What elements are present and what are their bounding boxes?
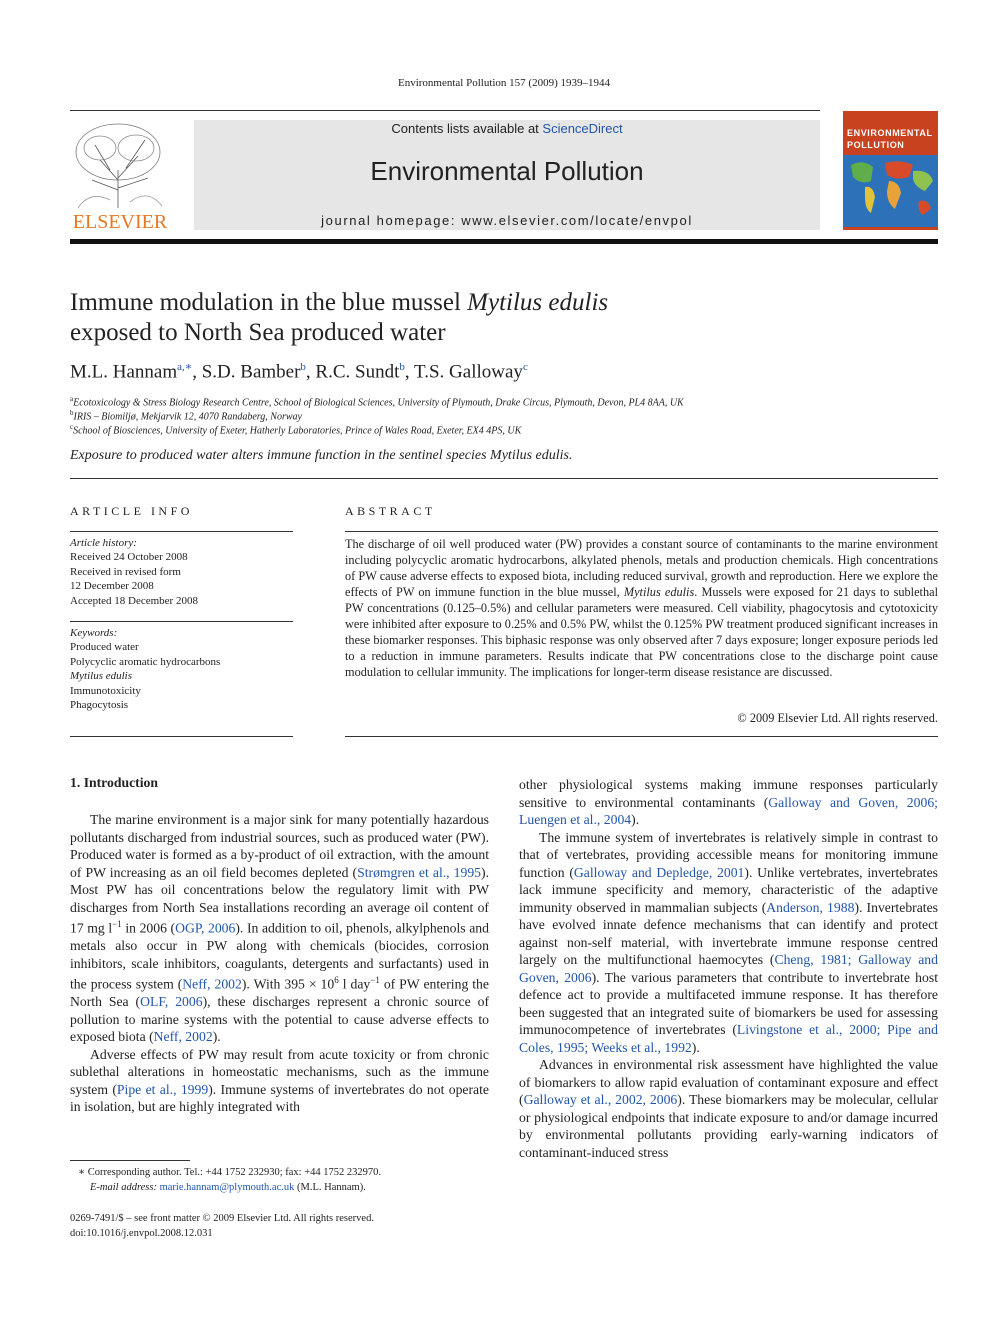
abstract-rule bbox=[345, 531, 938, 532]
affiliation bbox=[70, 395, 930, 408]
cover-title-line1: ENVIRONMENTAL bbox=[847, 128, 933, 138]
history-item: 12 December 2008 bbox=[70, 580, 154, 593]
author-name[interactable]: R.C. Sundt bbox=[315, 361, 400, 383]
article-info-rule bbox=[70, 531, 293, 532]
article-highlight: Exposure to produced water alters immune function in the sentinel species Mytilus edulis. bbox=[70, 448, 573, 463]
sciencedirect-link[interactable]: ScienceDirect bbox=[542, 121, 623, 136]
history-item: Received in revised form bbox=[70, 565, 181, 578]
keyword: Polycyclic aromatic hydrocarbons bbox=[70, 655, 221, 668]
citation-link[interactable]: Strømgren et al., 1995 bbox=[357, 864, 482, 880]
body-paragraph: Adverse effects of PW may result from acute toxicity or from chronic sublethal alterations in homeostatic mechanisms, such as the immune system (Pipe et al., 1999). Immune systems of invertebrates do not operate in isolation, but are highly integrated with bbox=[70, 1046, 489, 1115]
superscript: −1 bbox=[112, 919, 122, 929]
article-title bbox=[70, 288, 830, 348]
citation-link[interactable]: OGP, 2006 bbox=[175, 920, 236, 936]
doi-line[interactable]: doi:10.1016/j.envpol.2008.12.031 bbox=[70, 1228, 213, 1239]
article-history bbox=[70, 536, 293, 608]
header-top-rule bbox=[70, 110, 820, 111]
citation-link[interactable]: Livingstone et al., 2000; Pipe and Coles, 1995; Weeks et al., 1992 bbox=[519, 1022, 938, 1055]
keywords bbox=[70, 626, 293, 712]
journal-cover bbox=[843, 111, 938, 230]
abstract-bottom-rule bbox=[345, 736, 938, 737]
author-affiliation-marker[interactable]: a,∗ bbox=[177, 361, 193, 373]
affiliation-text: Ecotoxicology & Stress Biology Research Centre, School of Biological Sciences, University of Plymouth, Drake Circus, Plymouth, Devon, PL4 8AA, UK bbox=[73, 397, 684, 409]
world-map-icon bbox=[843, 151, 938, 230]
journal-citation: Environmental Pollution 157 (2009) 1939–1944 bbox=[397, 77, 611, 89]
citation-link[interactable]: Anderson, 1988 bbox=[766, 899, 855, 915]
author-name[interactable]: S.D. Bamber bbox=[201, 361, 301, 383]
keyword: Mytilus edulis bbox=[70, 670, 133, 683]
email-label: E-mail address: bbox=[90, 1182, 160, 1193]
cover-title bbox=[847, 127, 937, 151]
introduction-heading: 1. Introduction bbox=[70, 775, 158, 790]
body-paragraph: other physiological systems making immune responses particularly sensitive to environmental contaminants (Galloway and Goven, 2006; Luengen et al., 2004). bbox=[519, 777, 938, 827]
cover-title-line2: POLLUTION bbox=[847, 140, 905, 150]
author-separator: , bbox=[192, 361, 202, 383]
author-list bbox=[70, 360, 830, 383]
citation-link[interactable]: Neff, 2002 bbox=[182, 976, 242, 992]
keywords-label: Keywords: bbox=[70, 627, 118, 639]
article-info-bottom-rule bbox=[70, 736, 293, 737]
abstract-heading: ABSTRACT bbox=[345, 504, 436, 518]
keywords-rule bbox=[70, 621, 293, 622]
body-paragraph: The immune system of invertebrates is relatively simple in contrast to that of vertebrates, providing accessible means for monitoring immune function (Galloway and Depledge, 2001). Unlike vertebrates, invertebrates lack immune specificity and memory, characteristic of the adaptive immunity observed in mammalian subjects (Anderson, 1988). Invertebrates have evolved innate defence mechanisms that can identify and protect against non-self material, with invertebrate immune response centred largely on the multifunctional haemocytes (Cheng, 1981; Galloway and Goven, 2006). The various parameters that contribute to invertebrate host defence act to provide a multifaceted immune response. It has therefore been suggested that an integrated suite of biomarkers be used for assessing immunocompetence of invertebrates (Livingstone et al., 2000; Pipe and Coles, 1995; Weeks et al., 1992). bbox=[519, 829, 939, 1055]
affiliation bbox=[70, 423, 930, 436]
citation-link[interactable]: Galloway and Depledge, 2001 bbox=[573, 864, 745, 880]
contents-prefix: Contents lists available at bbox=[391, 121, 543, 136]
footnote-rule bbox=[70, 1160, 190, 1161]
citation-link[interactable]: Galloway and Goven, 2006; Luengen et al., 2004 bbox=[519, 794, 938, 827]
author-separator: , bbox=[305, 361, 316, 383]
body-left-column bbox=[70, 811, 489, 1116]
title-species: Mytilus edulis bbox=[467, 289, 609, 316]
abstract-text bbox=[345, 537, 938, 681]
email-link[interactable]: marie.hannam@plymouth.ac.uk bbox=[159, 1182, 295, 1193]
citation-link[interactable]: Pipe et al., 1999 bbox=[116, 1081, 209, 1097]
history-label: Article history: bbox=[70, 537, 137, 549]
abstract-part: The discharge of oil well produced water (PW) provides a constant source of contaminants to the marine environment including polycyclic aromatic hydrocarbons, alkylated phenols, metals and production chemicals. High concentrations of PW cause adverse effects to exposed biota, including reduced survival, growth and reproduction. Here we explore the effects of PW on immune function in the blue mussel, bbox=[345, 537, 938, 599]
affiliation-marker: b bbox=[70, 409, 74, 417]
header-bottom-rule bbox=[70, 239, 938, 244]
journal-homepage[interactable]: journal homepage: www.elsevier.com/locate/envpol bbox=[321, 213, 693, 228]
superscript: −1 bbox=[370, 975, 380, 986]
author-separator: , bbox=[404, 361, 415, 383]
keyword: Immunotoxicity bbox=[70, 684, 141, 697]
abstract-copyright: © 2009 Elsevier Ltd. All rights reserved. bbox=[737, 711, 938, 725]
author-name[interactable]: T.S. Galloway bbox=[414, 361, 523, 383]
citation-link[interactable]: OLF, 2006 bbox=[140, 994, 203, 1010]
citation-link[interactable]: Neff, 2002 bbox=[153, 1029, 213, 1045]
abstract-species: Mytilus edulis bbox=[623, 584, 695, 599]
title-part1: Immune modulation in the blue mussel bbox=[70, 289, 468, 316]
affiliation-marker: c bbox=[70, 423, 74, 431]
article-info-heading: ARTICLE INFO bbox=[70, 504, 193, 518]
email-suffix: (M.L. Hannam). bbox=[294, 1182, 366, 1193]
affiliation bbox=[70, 409, 930, 422]
superscript: 6 bbox=[334, 975, 339, 986]
abstract-part: . Mussels were exposed for 21 days to sublethal PW concentrations (0.125–0.5%) and cellular parameters were measured. Cell viability, phagocytosis and cytotoxicity were inhibited after exposure to 0.25% and 0.5% PW, whilst the 0.125% PW treatment produced significant increases in these biomarker responses. This biphasic response was only observed after 7 days exposure; longer exposure periods led to a reduction in immune parameters. Results indicate that PW concentrations close to the discharge point cause modulation to cellular immunity. The implications for longer-term disease resistance are discussed. bbox=[345, 584, 938, 679]
section-rule bbox=[70, 478, 938, 479]
author-affiliation-marker[interactable]: b bbox=[399, 361, 405, 373]
contents-line bbox=[194, 121, 820, 136]
email-note bbox=[70, 1180, 510, 1195]
citation-link[interactable]: Galloway et al., 2002, 2006 bbox=[523, 1092, 678, 1107]
journal-title: Environmental Pollution bbox=[370, 156, 644, 186]
elsevier-logo bbox=[70, 120, 170, 232]
affiliation-text: School of Biosciences, University of Exeter, Hatherly Laboratories, Prince of Wales Road, Exeter, EX4 4PS, UK bbox=[73, 425, 522, 437]
affiliation-text: IRIS – Biomiljø, Mekjarvik 12, 4070 Randaberg, Norway bbox=[73, 411, 302, 423]
body-right-column bbox=[519, 776, 938, 1161]
history-item: Received 24 October 2008 bbox=[70, 551, 188, 564]
author-affiliation-marker[interactable]: b bbox=[300, 361, 306, 373]
keyword: Phagocytosis bbox=[70, 699, 129, 712]
elsevier-tree-icon bbox=[70, 120, 170, 232]
body-paragraph: The marine environment is a major sink for many potentially hazardous pollutants discharged from industrial sources, such as produced water (PW). Produced water is formed as a by-product of oil extraction, with the amount of PW increasing as an oil field becomes depleted (Strømgren et al., 1995). Most PW has oil concentrations below the regulatory limit with PW discharges from North Sea installations recording an average oil content of 17 mg $l^{-1}$ in 2006 (OGP, 2006). In addition to oil, phenols, alkylphenols and metals also occur in PW along with chemicals (biocides, corrosion inhibitors, scale inhibitors, coagulants, detergents and surfactants) used in the process system (Neff, 2002). With $395 \times 10^6$ l day$^{-1}$ of PW entering the North Sea (OLF, 2006), these discharges represent a chronic source of pollution to marine systems with the potential to cause adverse effects to exposed biota (Neff, 2002). bbox=[70, 812, 490, 1045]
author-name[interactable]: M.L. Hannam bbox=[70, 361, 178, 383]
corresponding-author-note: ∗ Corresponding author. Tel.: +44 1752 232930; fax: +44 1752 232970. bbox=[78, 1167, 381, 1178]
issn-line: 0269-7491/$ – see front matter © 2009 Elsevier Ltd. All rights reserved. bbox=[70, 1213, 374, 1224]
citation-link[interactable]: Cheng, 1981; Galloway and Goven, 2006 bbox=[519, 952, 938, 985]
history-item: Accepted 18 December 2008 bbox=[70, 594, 198, 607]
body-paragraph: Advances in environmental risk assessment have highlighted the value of biomarkers to allow rapid evaluation of contaminant exposure and effect (Galloway et al., 2002, 2006). These biomarkers may be molecular, cellular or physiological endpoints that indicate exposure to and/or damage incurred by environmental pollutants providing early-warning indicators of contaminant-induced stress bbox=[519, 1057, 938, 1160]
elsevier-wordmark: ELSEVIER bbox=[72, 211, 168, 232]
affiliation-marker: a bbox=[70, 395, 74, 403]
keyword: Produced water bbox=[70, 641, 139, 654]
author-affiliation-marker[interactable]: c bbox=[522, 361, 528, 373]
title-part2: exposed to North Sea produced water bbox=[70, 319, 446, 346]
